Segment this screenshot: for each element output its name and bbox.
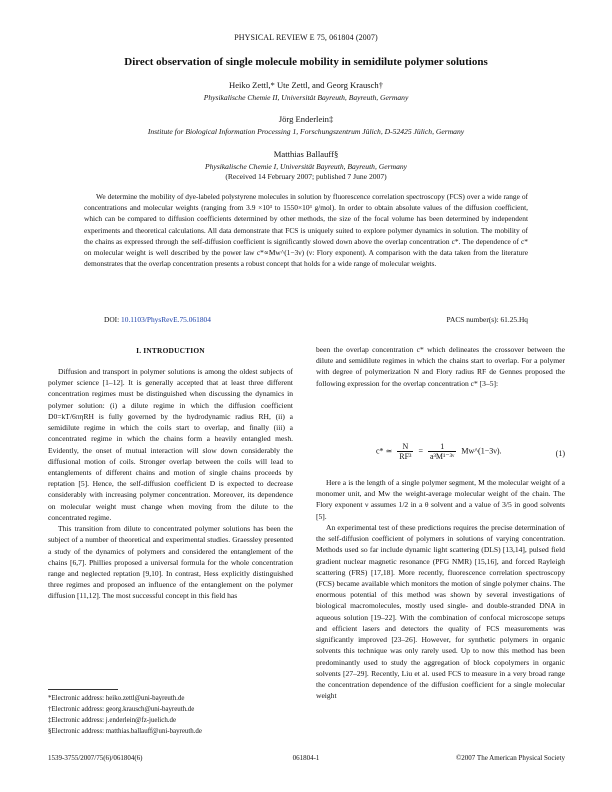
author-line-2: Jörg Enderlein‡ [278, 114, 334, 124]
affiliation-3: Physikalische Chemie I, Universität Bayreuth, Bayreuth, Germany [204, 162, 408, 171]
doi-line [104, 315, 211, 324]
right-column-top [316, 344, 565, 389]
doi-link[interactable]: 10.1103/PhysRevE.75.061804 [121, 315, 211, 324]
paper-title: Direct observation of single molecule mobility in semidilute polymer solutions [124, 56, 488, 68]
abstract: We determine the mobility of dye-labeled polystyrene molecules in solution by fluorescence correlation spectroscopy (FCS) over a wide range of concentrations and molecular weights (ranging from 3.9 ×10³ to 1550×10³ g/mol). In order to obtain absolute values of the diffusion coefficient, which can be compared to diffusion coefficients determined by other methods, the size of the focal volume has been determined by independent experiments and theoretical calculations. All data demonstrate that FCS is uniquely suited to explore polymer dynamics in solution. The mobility of the chains as expressed through the self-diffusion coefficient is significantly slowed down above the overlap concentration c*. The dependence of c* on molecular weight is well described by the power law c*∝Mw^(1−3ν) (ν: Flory exponent). A comparison with the data taken from the literature demonstrates that the overlap concentration presents a robust concept that holds for a wide range of molecular weights. [84, 192, 528, 269]
doi-label: DOI: [104, 315, 122, 324]
author-line-1: Heiko Zettl,* Ute Zettl, and Georg Krausch† [228, 80, 383, 90]
footer-copyright: ©2007 The American Physical Society [455, 754, 565, 762]
equation-number: (1) [555, 449, 565, 458]
affiliation-1: Physikalische Chemie II, Universität Bayreuth, Bayreuth, Germany [203, 93, 409, 102]
footnote-rule [48, 689, 118, 690]
equation-lhs: c* ≃ [376, 446, 393, 456]
footnote-2: †Electronic address: georg.krausch@uni-bayreuth.de [48, 706, 195, 713]
footer-issn: 1539-3755/2007/75(6)/061804(6) [48, 754, 143, 762]
section-heading-introduction: I. INTRODUCTION [136, 346, 205, 355]
author-line-3: Matthias Ballauff§ [273, 149, 339, 159]
equation-1 [316, 442, 565, 470]
paragraph: This transition from dilute to concentrated polymer solutions has been the subject of a number of theoretical and experimental studies. Graessley presented a study of the dynamics of polymers and considered the entanglement of the chains [6,7]. Phillies proposed a universal formula for the whole concentration range and neglected reptation [9,10]. In contrast, Hess explicitly distinguished three regimes and proposed an influence of the entanglement on the polymer diffusion [11,12]. The most successful concept in this field has [48, 524, 293, 601]
footnote-1: *Electronic address: heiko.zettl@uni-bayreuth.de [48, 695, 185, 702]
received-date: (Received 14 February 2007; published 7 June 2007) [225, 172, 387, 181]
pacs-numbers: PACS number(s): 61.25.Hq [446, 315, 528, 324]
equation-fraction-2: $\frac{1}{\text{a³M¹⁻³ᵛ}}$ [429, 442, 455, 461]
running-head: PHYSICAL REVIEW E 75, 061804 (2007) [234, 33, 378, 42]
paragraph: been the overlap concentration c* which delineates the crossover between the dilute and semidilute regimes in which the chains start to overlap. For a polymer with degree of polymerization N and Flory radius RF de Gennes proposed the following expression for the overlap concentration c* [3–5]: [316, 345, 565, 388]
footer-page-id: 061804-1 [292, 754, 320, 762]
footnote-3: ‡Electronic address: j.enderlein@fz-juelich.de [48, 717, 177, 724]
equation-tail: Mw^(1−3ν). [461, 446, 502, 456]
paragraph: An experimental test of these predictions requires the precise determination of the self-diffusion coefficient of polymers in solutions of varying concentration. Methods used so far include dynamic light scattering (DLS) [13,14], pulsed field gradient nuclear magnetic resonance (PFG NMR) [15,16], and forced Rayleigh scattering (FRS) [17,18]. More recently, fluorescence correlation spectroscopy (FCS) became available which monitors the motion of single polymer chains. The enormous potential of this method was shown by several investigations of biological macromolecules, mostly used single- and double-stranded DNA in aqueous solution [19–22]. With the combination of confocal microscope setups and efficient lasers and detectors the quality of FCS measurements was significantly improved [23–26]. However, for synthetic polymers in organic solvents this technique was only rarely used. Up to now this method has been predominantly used to study the aggregation of block copolymers in organic solvents [27–29]. Recently, Liu et al. used FCS to measure in a very broad range the concentration dependence of the diffusion coefficient for a single molecular weight [316, 522, 565, 701]
paragraph: Here a is the length of a single polymer segment, M the molecular weight of a monomer unit, and Mw the weight-average molecular weight of the chain. The Flory exponent ν assumes 1/2 in a θ solvent and a value of 3/5 in good solvents [5]. [316, 478, 565, 521]
equation-fraction-1: $\frac{N}{\text{RF³}}$ [399, 442, 412, 461]
paragraph: Diffusion and transport in polymer solutions is among the oldest subjects of polymer science [1–12]. It is generally accepted that at least three different concentration regimes must be distinguished when discussing the dynamics in polymer solution: (i) a dilute regime in which the diffusion coefficient D0=kT/6πηRH is fully governed by the hydrodynamic radius RH, (ii) a semidilute regime in which the coils start to overlap, and finally (iii) a concentrated regime in which the chains form a heavily entangled mesh. Evidently, the onset of mutual interaction will slow down considerably the diffusional motion of coils. Stronger overlap between the coils will lead to entanglements of different chains and motion of single chains proceeds by reptation [5]. Hence, the self-diffusion coefficient D is expected to decrease considerably with increasing polymer concentration. Moreover, its dependence on molecular weight must change when moving from the dilute to the concentrated regime. [48, 367, 293, 522]
left-column [48, 366, 293, 602]
right-column-bottom [316, 477, 565, 701]
footnote-4: §Electronic address: matthias.ballauff@uni-bayreuth.de [48, 728, 202, 735]
affiliation-2: Institute for Biological Information Processing 1, Forschungszentrum Jülich, D-52425 Jülich, Germany [147, 127, 465, 136]
equation-equals: = [418, 446, 423, 456]
